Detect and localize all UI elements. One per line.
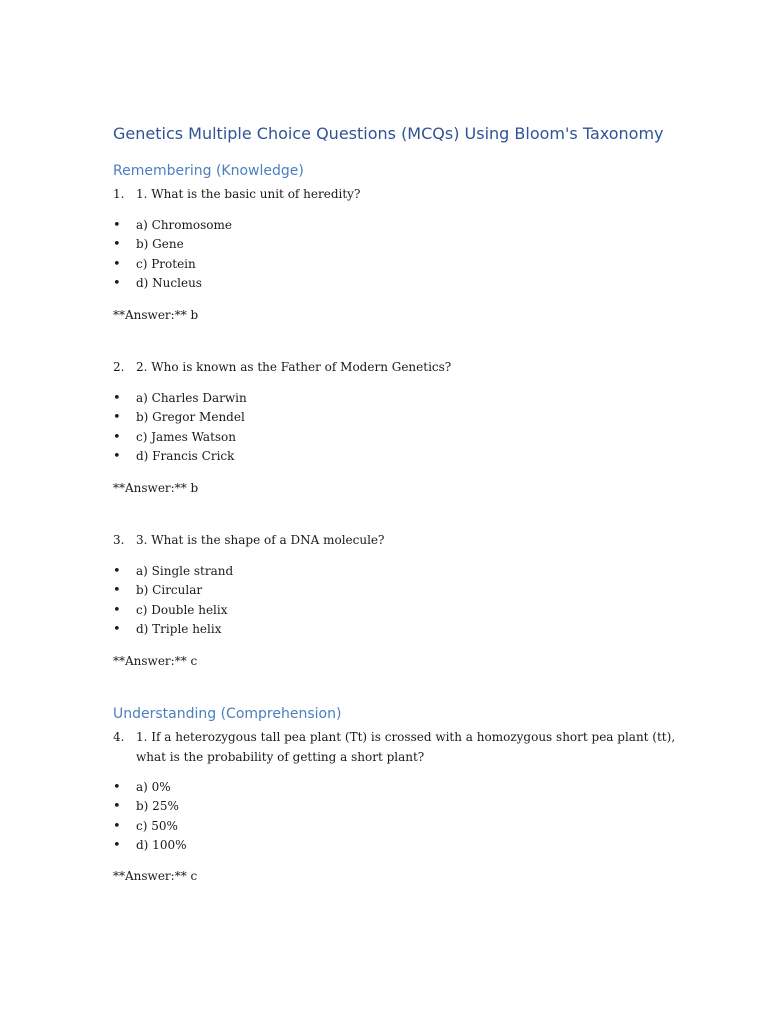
question-text: 1. If a heterozygous tall pea plant (Tt) is crossed with a homozygous short pea plant (tt), what is the probability of getting a short plant? bbox=[136, 730, 676, 764]
answer-text: **Answer:** c bbox=[113, 869, 198, 883]
bullet-icon: • bbox=[113, 256, 121, 272]
option-text: d) Francis Crick bbox=[136, 448, 235, 463]
option-text: b) Gregor Mendel bbox=[136, 410, 245, 425]
bullet-icon: • bbox=[113, 237, 121, 253]
bullet-icon: • bbox=[113, 410, 121, 426]
bullet-icon: • bbox=[113, 799, 121, 815]
question-text: 2. Who is known as the Father of Modern Genetics? bbox=[136, 360, 452, 374]
bullet-icon: • bbox=[113, 448, 121, 464]
document-title: Genetics Multiple Choice Questions (MCQs) Using Bloom's Taxonomy bbox=[113, 124, 664, 143]
option-text: c) James Watson bbox=[136, 429, 237, 444]
bullet-icon: • bbox=[113, 837, 121, 853]
bullet-icon: • bbox=[113, 621, 121, 637]
option-text: b) Gene bbox=[136, 237, 184, 252]
option-text: a) Charles Darwin bbox=[136, 391, 247, 405]
bullet-icon: • bbox=[113, 818, 121, 834]
question-number: 4. bbox=[113, 730, 125, 744]
option-text: c) Protein bbox=[136, 256, 196, 271]
bullet-icon: • bbox=[113, 218, 121, 233]
question-text: 1. What is the basic unit of heredity? bbox=[136, 187, 361, 201]
section-heading-remembering: Remembering (Knowledge) bbox=[113, 163, 304, 179]
answer-text: **Answer:** b bbox=[113, 481, 199, 495]
bullet-icon: • bbox=[113, 780, 121, 795]
option-text: c) 50% bbox=[136, 818, 178, 833]
option-text: d) Nucleus bbox=[136, 275, 202, 290]
option-text: c) Double helix bbox=[136, 602, 228, 617]
bullet-icon: • bbox=[113, 275, 121, 291]
option-text: b) 25% bbox=[136, 799, 179, 814]
answer-text: **Answer:** b bbox=[113, 308, 199, 322]
option-text: d) Triple helix bbox=[136, 621, 222, 636]
option-text: a) Chromosome bbox=[136, 218, 232, 232]
section-heading-understanding: Understanding (Comprehension) bbox=[113, 706, 342, 722]
answer-text: **Answer:** c bbox=[113, 654, 198, 668]
option-text: a) Single strand bbox=[136, 564, 234, 578]
question-number: 3. bbox=[113, 533, 125, 547]
option-text: d) 100% bbox=[136, 837, 187, 852]
question-text: 3. What is the shape of a DNA molecule? bbox=[136, 533, 385, 547]
bullet-icon: • bbox=[113, 564, 121, 579]
bullet-icon: • bbox=[113, 391, 121, 406]
question-number: 1. bbox=[113, 187, 125, 201]
bullet-icon: • bbox=[113, 429, 121, 445]
bullet-icon: • bbox=[113, 602, 121, 618]
option-text: b) Circular bbox=[136, 583, 203, 598]
bullet-icon: • bbox=[113, 583, 121, 599]
option-text: a) 0% bbox=[136, 780, 171, 794]
question-number: 2. bbox=[113, 360, 125, 374]
